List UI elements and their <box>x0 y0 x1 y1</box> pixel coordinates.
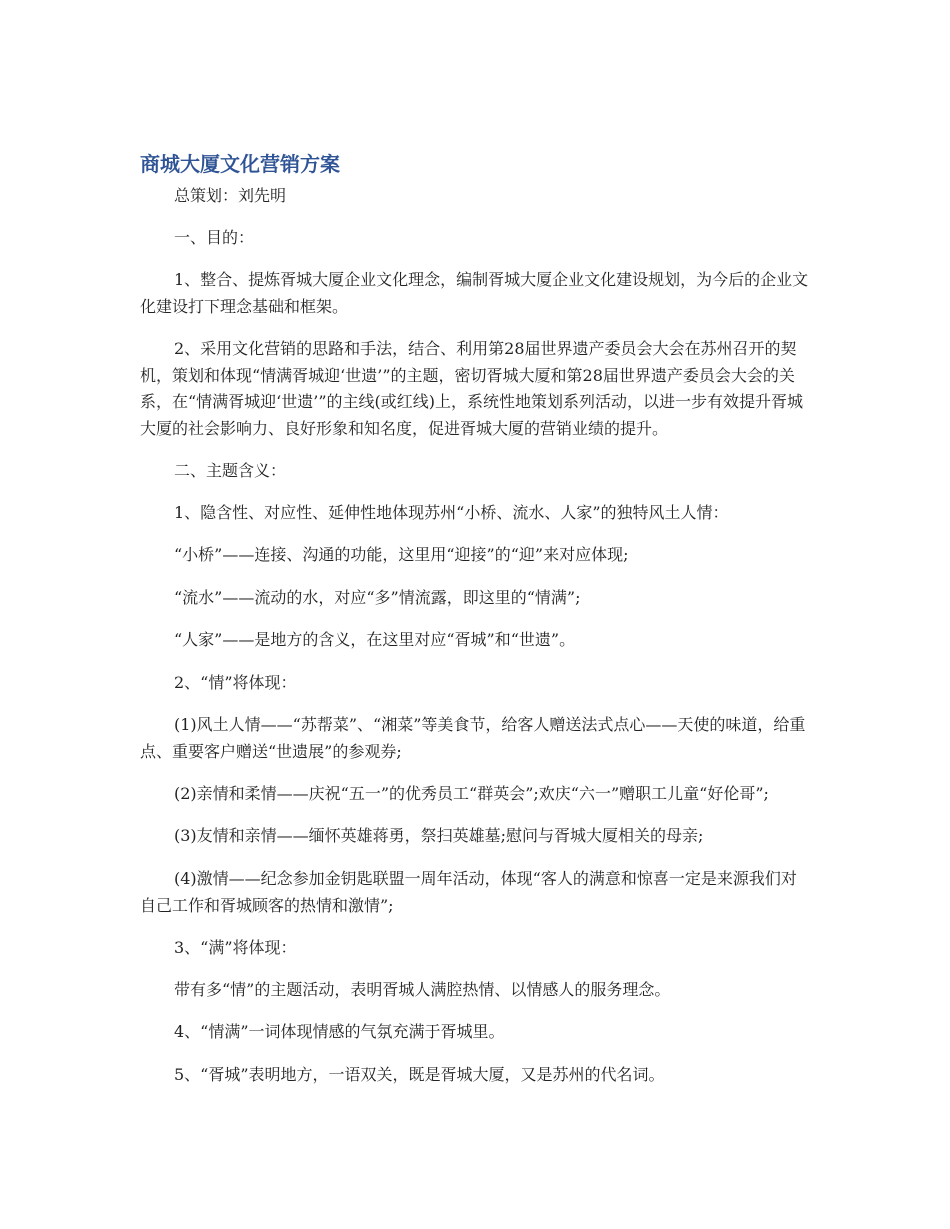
paragraph-full-heading: 3、“满”将体现： <box>174 938 297 957</box>
paragraph-water: “流水”——流动的水，对应“多”情流露，即这里的“情满”; <box>174 588 581 607</box>
paragraph-bridge: “小桥”——连接、沟通的功能，这里用“迎接”的“迎”来对应体现; <box>174 545 629 564</box>
paragraph-emotion-heading: 2、“情”将体现： <box>174 673 297 692</box>
section-heading-purpose: 一、目的： <box>174 228 255 247</box>
paragraph-theme-1: 1、隐含性、对应性、延伸性地体现苏州“小桥、流水、人家”的独特风土人情： <box>174 503 729 522</box>
paragraph-theme-5: 5、“胥城”表明地方，一语双关，既是胥城大厦，又是苏州的代名词。 <box>174 1065 665 1084</box>
paragraph-purpose-1: 1、整合、提炼胥城大厦企业文化理念，编制胥城大厦企业文化建设规划，为今后的企业文化建设打下理念基础和框架。 <box>140 270 809 316</box>
author-line: 总策划：刘先明 <box>174 186 287 205</box>
paragraph-purpose-2: 2、采用文化营销的思路和手法，结合、利用第28届世界遗产委员会大会在苏州召开的契机，策划和体现“情满胥城迎‘世遗’”的主题，密切胥城大厦和第28届世界遗产委员会大会的关系，在“情满胥城迎‘世遗’”的主线(或红线)上，系统性地策划系列活动，以进一步有效提升胥城大厦的社会影响力、良好形象和知名度，促进胥城大厦的营销业绩的提升。 <box>140 339 804 438</box>
document-title: 商城大厦文化营销方案 <box>140 152 340 176</box>
paragraph-theme-4: 4、“情满”一词体现情感的气氛充满于胥城里。 <box>174 1022 505 1041</box>
paragraph-emotion-3: (3)友情和亲情——缅怀英雄蒋勇，祭扫英雄墓;慰问与胥城大厦相关的母亲; <box>174 826 704 845</box>
paragraph-full-1: 带有多“情”的主题活动，表明胥城人满腔热情、以情感人的服务理念。 <box>174 980 671 999</box>
section-heading-theme: 二、主题含义： <box>174 461 287 480</box>
paragraph-emotion-2: (2)亲情和柔情——庆祝“五一”的优秀员工“群英会”;欢庆“六一”赠职工儿童“好伦哥”; <box>174 784 769 803</box>
paragraph-emotion-4: (4)激情——纪念参加金钥匙联盟一周年活动，体现“客人的满意和惊喜一定是来源我们对自己工作和胥城顾客的热情和激情”; <box>140 869 797 915</box>
paragraph-emotion-1: (1)风土人情——“苏帮菜”、“湘菜”等美食节，给客人赠送法式点心——天使的味道，给重点、重要客户赠送“世遗展”的参观券; <box>140 715 806 761</box>
paragraph-home: “人家”——是地方的含义，在这里对应“胥城”和“世遗”。 <box>174 630 576 649</box>
